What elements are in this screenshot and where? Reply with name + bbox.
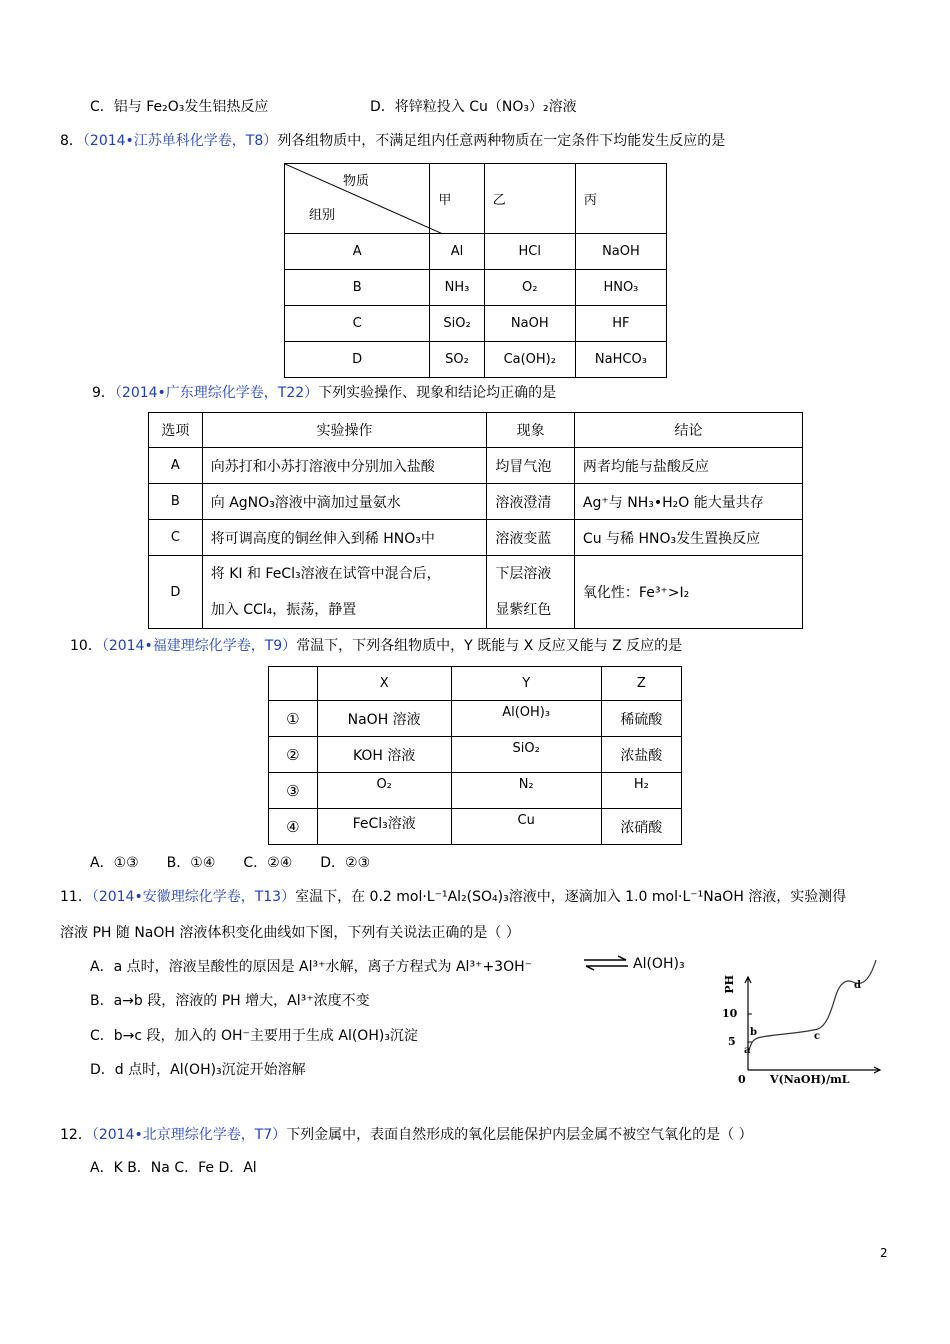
q10-cell: ② xyxy=(269,737,318,773)
q12-line xyxy=(60,1124,753,1144)
page-number: 2 xyxy=(880,1246,888,1260)
q9-cell: 向苏打和小苏打溶液中分别加入盐酸 xyxy=(202,448,487,484)
q12-source: （2014•北京理综化学卷，T7） xyxy=(91,1127,287,1143)
table-row xyxy=(149,413,803,448)
q10-cell: O₂ xyxy=(317,773,451,809)
q10-header: Z xyxy=(601,667,681,701)
q11-xlabel: V(NaOH)/mL xyxy=(770,1073,850,1086)
q9-header: 现象 xyxy=(487,413,575,448)
q8-cell: C xyxy=(285,306,430,342)
table-row xyxy=(149,556,803,629)
q9-cell: C xyxy=(149,520,203,556)
q10-cell: KOH 溶液 xyxy=(317,737,451,773)
q10-number: 10． xyxy=(70,638,102,654)
q10-source: （2014•福建理综化学卷，T9） xyxy=(101,638,297,654)
q11-stem1: 室温下，在 0.2 mol·L⁻¹Al₂(SO₄)₃溶液中，逐滴加入 1.0 mol·L⁻¹NaOH 溶液，实验测得 xyxy=(295,889,847,905)
q8-table xyxy=(284,163,667,378)
q9-cell: A xyxy=(149,448,203,484)
q8-cell: A xyxy=(285,234,430,270)
q9-cell: Ag⁺与 NH₃•H₂O 能大量共存 xyxy=(574,484,802,520)
q7-option-c: C．铝与 Fe₂O₃发生铝热反应 xyxy=(90,99,269,115)
q11-line1 xyxy=(60,886,846,906)
q10-header: Y xyxy=(451,667,601,701)
q10-table xyxy=(268,666,682,845)
q9-cell: 溶液澄清 xyxy=(487,484,575,520)
q9-cell: Cu 与稀 HNO₃发生置换反应 xyxy=(574,520,802,556)
q8-line xyxy=(60,130,725,150)
q9-cell: 将可调高度的铜丝伸入到稀 HNO₃中 xyxy=(202,520,487,556)
q8-corner-cell xyxy=(285,164,430,234)
q8-cell: B xyxy=(285,270,430,306)
table-row xyxy=(285,234,667,270)
table-row xyxy=(149,448,803,484)
q9-table xyxy=(148,412,803,629)
q11-ylabel: PH xyxy=(723,975,736,994)
q8-cell: SO₂ xyxy=(430,342,484,378)
q8-cell: Ca(OH)₂ xyxy=(484,342,575,378)
q10-cell: Cu xyxy=(451,809,601,845)
q8-corner-bottom: 组别 xyxy=(309,208,336,223)
q11-number: 11． xyxy=(60,889,92,905)
q11-option-a: A．a 点时，溶液呈酸性的原因是 Al³⁺水解，离子方程式为 Al³⁺+3OH⁻ xyxy=(90,959,533,975)
q8-cell: O₂ xyxy=(484,270,575,306)
q8-cell: D xyxy=(285,342,430,378)
q11-ph-graph xyxy=(718,955,888,1090)
q10-cell: ① xyxy=(269,701,318,737)
q11-point-c: c xyxy=(814,1031,821,1042)
q9-op-line1: 将 KI 和 FeCl₃溶液在试管中混合后， xyxy=(210,566,441,582)
table-row xyxy=(269,667,682,701)
q11-stem2: 溶液 PH 随 NaOH 溶液体积变化曲线如下图，下列有关说法正确的是（ ） xyxy=(60,925,520,941)
q10-cell: 浓硝酸 xyxy=(601,809,681,845)
q8-cell: NaHCO₃ xyxy=(575,342,666,378)
q8-header-jia: 甲 xyxy=(430,164,484,234)
q9-phen-line1: 下层溶液 xyxy=(495,566,552,582)
q10-header xyxy=(269,667,318,701)
table-row xyxy=(269,809,682,845)
q11-ytick5: 5 xyxy=(728,1035,736,1048)
q9-op-line2: 加入 CCl₄，振荡，静置 xyxy=(210,602,357,618)
q10-header: X xyxy=(317,667,451,701)
q9-header: 结论 xyxy=(574,413,802,448)
q12-options: A．K B．Na C．Fe D．Al xyxy=(90,1160,257,1176)
q8-cell: HCl xyxy=(484,234,575,270)
q8-cell: HF xyxy=(575,306,666,342)
q8-number: 8． xyxy=(60,133,83,149)
q9-line xyxy=(92,382,556,402)
q10-cell: N₂ xyxy=(451,773,601,809)
q7-option-d: D．将锌粒投入 Cu（NO₃）₂溶液 xyxy=(370,99,577,115)
q9-stem: 下列实验操作、现象和结论均正确的是 xyxy=(318,385,557,401)
q8-cell: Al xyxy=(430,234,484,270)
table-row xyxy=(269,701,682,737)
q9-phen-line2: 显紫红色 xyxy=(495,602,552,618)
q10-cell: NaOH 溶液 xyxy=(317,701,451,737)
q8-stem: 列各组物质中，不满足组内任意两种物质在一定条件下均能发生反应的是 xyxy=(277,133,726,149)
q10-cell: 稀硫酸 xyxy=(601,701,681,737)
q10-options: A．①③ B．①④ C．②④ D．②③ xyxy=(90,855,371,871)
q8-header-bing: 丙 xyxy=(575,164,666,234)
q11-origin: 0 xyxy=(738,1073,746,1086)
q9-cell xyxy=(202,556,487,629)
q11-option-d: D．d 点时，Al(OH)₃沉淀开始溶解 xyxy=(90,1062,306,1078)
q9-source: （2014•广东理综化学卷，T22） xyxy=(114,385,319,401)
q11-point-b: b xyxy=(750,1027,757,1038)
table-row xyxy=(285,270,667,306)
q9-cell: 向 AgNO₃溶液中滴加过量氨水 xyxy=(202,484,487,520)
q8-corner-top: 物质 xyxy=(343,174,370,189)
q9-cell: B xyxy=(149,484,203,520)
q10-cell: SiO₂ xyxy=(451,737,601,773)
q11-point-d: d xyxy=(854,980,861,991)
q10-cell: Al(OH)₃ xyxy=(451,701,601,737)
table-row xyxy=(269,737,682,773)
q10-cell: 浓盐酸 xyxy=(601,737,681,773)
q10-cell: ③ xyxy=(269,773,318,809)
q9-cell: 均冒气泡 xyxy=(487,448,575,484)
q12-number: 12． xyxy=(60,1127,92,1143)
q9-cell: D xyxy=(149,556,203,629)
q8-cell: SiO₂ xyxy=(430,306,484,342)
q10-line xyxy=(70,635,682,655)
q9-cell: 氧化性：Fe³⁺>I₂ xyxy=(574,556,802,629)
q11-option-c: C．b→c 段，加入的 OH⁻主要用于生成 Al(OH)₃沉淀 xyxy=(90,1028,418,1044)
q9-header: 选项 xyxy=(149,413,203,448)
q11-option-a-end: Al(OH)₃ xyxy=(633,956,685,972)
table-row xyxy=(285,306,667,342)
q10-stem: 常温下，下列各组物质中，Y 既能与 X 反应又能与 Z 反应的是 xyxy=(296,638,683,654)
q8-source: （2014•江苏单科化学卷，T8） xyxy=(82,133,278,149)
q10-cell: H₂ xyxy=(601,773,681,809)
q11-option-b: B．a→b 段，溶液的 PH 增大，Al³⁺浓度不变 xyxy=(90,993,370,1009)
q9-header: 实验操作 xyxy=(202,413,487,448)
q8-cell: NaOH xyxy=(484,306,575,342)
ph-curve xyxy=(748,960,876,1054)
q9-cell: 溶液变蓝 xyxy=(487,520,575,556)
q11-ytick10: 10 xyxy=(722,1007,738,1020)
q8-cell: HNO₃ xyxy=(575,270,666,306)
q8-cell: NaOH xyxy=(575,234,666,270)
q11-source: （2014•安徽理综化学卷，T13） xyxy=(91,889,296,905)
q8-header-yi: 乙 xyxy=(484,164,575,234)
q11-point-a: a xyxy=(744,1045,751,1056)
q9-cell xyxy=(487,556,575,629)
q10-cell: ④ xyxy=(269,809,318,845)
q9-cell: 两者均能与盐酸反应 xyxy=(574,448,802,484)
q8-cell: NH₃ xyxy=(430,270,484,306)
table-row xyxy=(285,342,667,378)
q12-stem: 下列金属中，表面自然形成的氧化层能保护内层金属不被空气氧化的是（ ） xyxy=(286,1127,753,1143)
q11-graph-svg xyxy=(718,955,888,1090)
q10-cell: FeCl₃溶液 xyxy=(317,809,451,845)
table-row xyxy=(149,520,803,556)
q9-number: 9． xyxy=(92,385,115,401)
equilibrium-arrow-icon xyxy=(582,955,630,971)
table-row xyxy=(269,773,682,809)
table-row xyxy=(149,484,803,520)
